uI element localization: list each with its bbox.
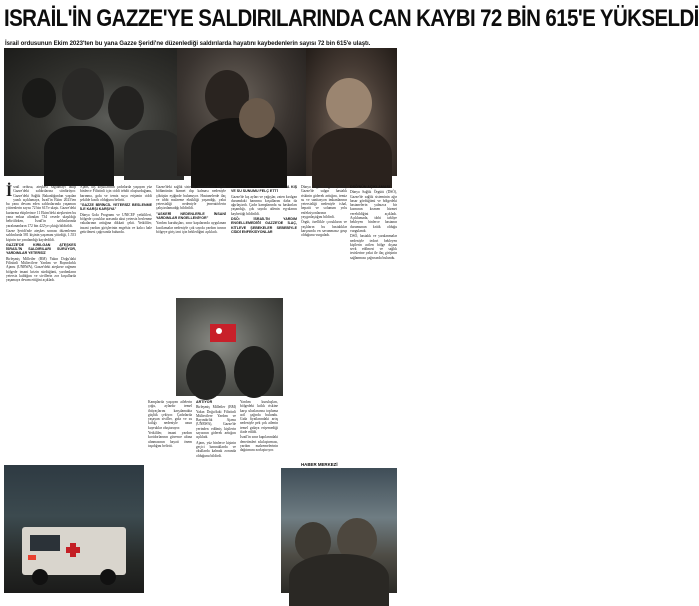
man-with-child-photo [177,48,307,176]
article-column-6 [350,185,397,463]
bottom-mid-paragraph-2: Ajans, yüz binlerce kişinin geçici barınaklarda ve okullarda kalmak zorunda olduğunu bildirdi. [196,440,236,458]
article-column-3 [156,185,226,293]
col6-paragraph-2: DSÖ, hastalık ve yaralanmalar nedeniyle tedavi bekleyen kişilerin acilen bölge dışına sevk edilmesi ve sağlık tesislerine yakıt ile ilaç girişinin sağlanması çağrısında bulundu. [350,234,397,260]
article-column-2 [80,185,152,463]
children-photo [281,468,397,593]
col4-subheading: GAZZE'DE SAĞLIK ALANLARINA KIŞ VE SU SUNUMU FELÇ ETTİ [231,185,297,194]
col5-paragraph-1: Dünya Sağlık Örgütü (DSÖ), Gazze'de salgın hastalık riskinin giderek arttığını, temiz su ve sanitasyon imkanlarının yetersizliği nedeniyle ishal, hepatit ve solunum yolu enfeksiyonlarının yaygınlaştığını bildirdi. [301,185,347,220]
bottom-right-paragraph-1: Yardım kuruluşları, bölgedeki kıtlık riskine karşı uluslararası topluma acil çağrıda bulundu. Gıda fiyatlarındaki artış nedeniyle pek çok ailenin temel gıdaya erişemediği ifade edildi. [240,400,278,435]
col2-paragraph-1: Ajans, kış koşullarının çadırlarda yaşayan yüz binlerce Filistinli için ciddi tehdit oluşturduğunu, barınma, gıda ve temiz suya erişimin ciddi şekilde kısıtlı olduğunu belirtti. [80,185,152,202]
col3-subheading: "ASKERİ NEDENLERLE İNSANİ YARDIMLAR ENGELLENİYOR" [156,211,226,221]
bottom-left-paragraph-1: Kamplarda yaşayan ailelerin çoğu, aylardır temel ihtiyaçlarını karşılamakta güçlük çekiyor. Çadırlarda yaşayan siviller, gıda ve su kıtlığı nedeniyle uzun kuyruklar oluşturuyor. [148,400,192,430]
bottom-mid-subheading: ARTIYOR [196,400,213,404]
bottom-left-paragraph-2: Yetkililer, insani yardım koridorlarının güvence altına alınmasının hayati önem taşıdığını belirtti. [148,431,192,448]
article-column-bottom-mid [196,400,236,590]
col6-paragraph-1: Dünya Sağlık Örgütü (DSÖ), Gazze'de sağlık sisteminin ağır hasar gördüğünü ve bölgedeki hastanelerin yalnızca bir kısmının kısmen hizmet verebildiğini açıkladı. Açıklamada, tıbbi tahliye bekleyen binlerce hastanın durumunun kritik olduğu vurgulandı. [350,190,397,233]
bottom-right-paragraph-2: İsrail'in sınır kapılarındaki denetimleri sıkılaştırması, yardım malzemelerinin dağıtımını zorlaştırıyor. [240,435,278,453]
col3-paragraph-2: Yardım kuruluşları, sınır kapılarında uygulanan kısıtlamalar nedeniyle çok sayıda yardım tırının bölgeye giriş izni için beklediğini açıkladı. [156,221,226,234]
article-column-bottom-left [148,400,192,590]
article-column-1 [6,185,76,463]
col2-paragraph-2: Dünya Gıda Programı ve UNICEF yetkilileri, bölgede çocuklar arasında akut yetersiz beslenme vakalarının arttığına dikkati çekti. Yetkililer, insani yardım girişlerinin engelsiz ve kalıcı hale getirilmesi çağrısında bulundu. [80,212,152,234]
crowd-photo [4,48,178,176]
col3-paragraph-1: Gazze'deki sağlık sistemi, hastanelerin büyük bölümünün hizmet dışı kalması nedeniyle çöküşün eşiğinde bulunuyor. Hastanelerde ilaç ve tıbbi malzeme eksikliği yaşandığı, yakıt yetersizliği nedeniyle jeneratörlerin çalıştırılamadığı bildirildi. [156,185,226,211]
col1-paragraph-2: Gazze Şeridi'nde ateşkes sonrası düzenlenen saldırılarda 581 kişinin yaşamını yitirdiği, 1.553 kişinin ise yaralandığı kaydedildi. [6,228,76,242]
byline: HABER MERKEZİ [301,462,338,467]
drop-cap: İ [6,183,13,200]
col4-callout: DSÖ: İSRAİL'İN YARDIM ENGELLEMEDİĞİ GAZZE'DE İLAÇ, KİTLEVE ŞEBEKELER SEBEBİYLE CİDDİ ENFEKSİYONLAR [231,217,297,234]
injured-person-photo [306,48,397,176]
article-column-bottom-right [240,400,278,590]
col6-subheading: DSÖ'NÜN AÇIKLAMASI [350,185,390,189]
article-column-5 [301,185,347,463]
bottom-mid-paragraph-1: Birleşmiş Milletler (BM) Yakın Doğu'daki Filistinli Mültecilere Yardım ve Bayındırlık Ajansı (UNRWA), Gazze'de yerinden edilmiş kişilerin sayısının giderek arttığını açıkladı. [196,405,236,440]
page-headline: ISRAİL'İN GAZZE'YE SALDIRILARINDA CAN KAYBI 72 BİN 615'E YÜKSELDİ [4,4,699,32]
col1-paragraph-1: srail ordusu, ateşkesi sağlamayı takip Gazze'deki saldırılarına sürdürüyor. Gazze'deki Sağlık Bakanlığından yapılan yazılı açıklamaya, İsrail'in Ekim 2023'ten bu yana devam eden saldırılarında yaşamını yitirenlerin sayısı 72 bin 615'e ulaştı. Gazze'deki kurtarma ekiplerince 11 Ekim'deki ateşkesten bu yana enkaz altından 734 cesede ulaşıldığı belirtilirken, İsrail'in saldırılarında yaralananların 172 bin 422'ye çıktığı bildirildi. [6,185,76,228]
ambulance-photo [4,465,144,593]
col4-paragraph-1: Gazze'de kış ayları ve yağışlar, zaten kırılgan durumdaki barınma koşullarını daha da ağırlaştırdı. Çadır kamplarında su baskınları yaşandığı, çok sayıda ailenin eşyalarını kaybettiği bildirildi. [231,194,297,216]
article-column-4 [231,185,297,295]
col5-paragraph-2: Örgüt, özellikle çocukların ve yaşlıların bu hastalıklar karşısında en savunmasız grup olduğunu vurguladı. [301,220,347,238]
col1-subheading: GAZZE'DE KIRILGAN ATEŞKES İSRAİL'İN SALDIRILARI SÜRÜYOR, YARDIMLAR YETERSİZ [6,242,76,256]
flag-photo [176,298,283,396]
col1-paragraph-3: Birleşmiş Milletler (BM) Yakın Doğu'daki Filistinli Mültecilere Yardım ve Bayındırlık Ajansı (UNRWA), Gazze'deki ateşkese rağmen bölgede insani krizin sürdüğünü, yardımların yetersiz kaldığını ve sivillerin zor koşullarda yaşamaya devam ettiğini açıkladı. [6,256,76,283]
col2-subheading: "GAZZE BİRİNCİL YETERSİZ BESLENME İLE KARŞI KARŞIYA" [80,203,152,212]
page-subheadline: İsrail ordusunun Ekim 2023'ten bu yana Gazze Şeridi'ne düzenlediği saldırılarda hayatını kaybedenlerin sayısı 72 bin 615'e ulaştı. [5,40,371,47]
